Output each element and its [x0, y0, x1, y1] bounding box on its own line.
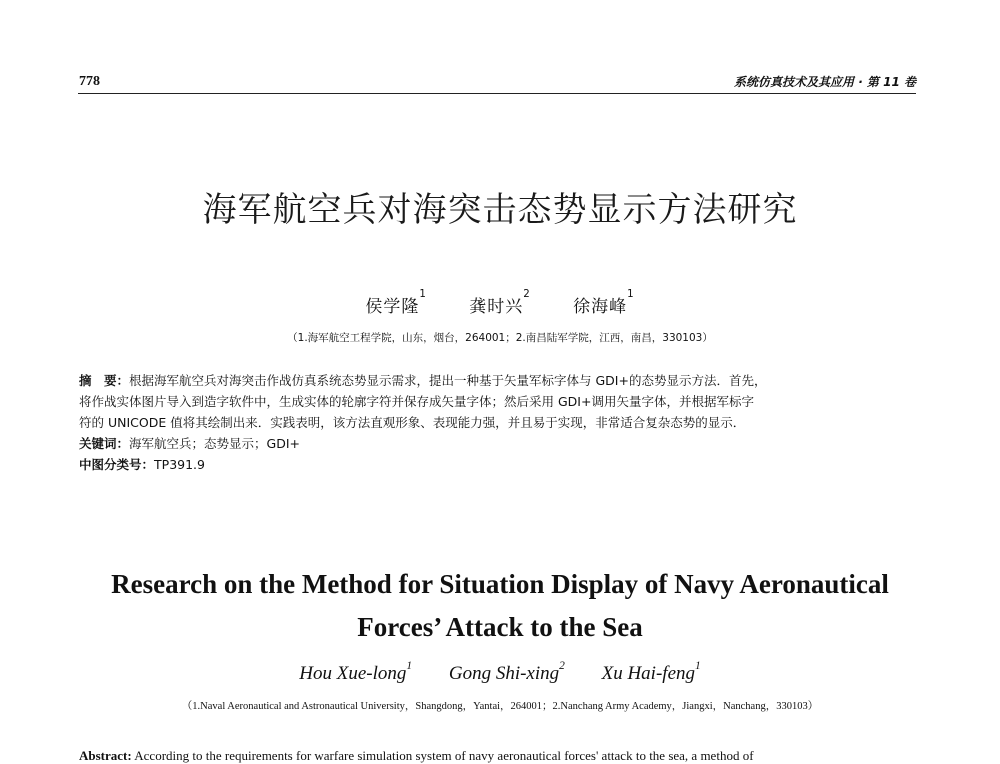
cn-abstract-text: 根据海军航空兵对海突击作战仿真系统态势显示需求，提出一种基于矢量军标字体与 GDI+的态势显示方法．首先，	[129, 373, 767, 388]
en-author-list	[0, 660, 1000, 685]
en-title-line: Forces’ Attack to the Sea	[357, 612, 643, 642]
cn-abstract-label: 摘 要：	[79, 373, 130, 388]
header-rule	[78, 93, 916, 94]
cn-author	[469, 289, 531, 317]
en-paper-title	[0, 563, 1000, 649]
affiliation-mark: 1	[406, 660, 413, 672]
en-affiliation: （1.Naval Aeronautical and Astronautical University，Shangdong，Yantai，264001；2.Nanchang Army Academy，Jiangxi，Nanchang，330103）	[181, 701, 819, 712]
cn-abstract-line: 符的 UNICODE 值将其绘制出来．实践表明，该方法直观形象、表现能力强，并且易于实现，非常适合复杂态势的显示．	[79, 415, 746, 430]
cn-paper-title: 海军航空兵对海突击态势显示方法研究	[202, 190, 798, 230]
cn-abstract-line: 将作战实体图片导入到造字软件中，生成实体的轮廓字符并保存成矢量字体；然后采用 GDI+调用矢量字体，并根据军标字	[79, 394, 754, 409]
en-author-name: Xu Hai-feng	[601, 663, 696, 684]
en-author	[299, 660, 413, 684]
cn-keywords: 海军航空兵；态势显示；GDI+	[129, 436, 300, 451]
en-author	[601, 660, 701, 684]
cn-abstract-line	[79, 370, 917, 391]
en-abstract-text: According to the requirements for warfare simulation system of navy aeronautical forces' attack to the sea, a method of	[134, 748, 754, 763]
page-number: 778	[79, 74, 100, 89]
cn-author-name: 龚时兴	[469, 297, 524, 317]
cn-author	[573, 289, 635, 317]
cn-author	[365, 289, 427, 317]
en-author-name: Hou Xue-long	[299, 663, 407, 684]
cn-keywords-label: 关键词：	[79, 436, 130, 451]
en-abstract-label: Abstract:	[79, 748, 132, 763]
en-title-line: Research on the Method for Situation Display of Navy Aeronautical	[111, 569, 889, 599]
en-abstract-line	[79, 748, 917, 764]
cn-author-name: 侯学隆	[365, 297, 420, 317]
cn-classification: TP391.9	[154, 457, 205, 472]
cn-affiliation: （1.海军航空工程学院，山东，烟台，264001；2.南昌陆军学院，江西，南昌，330103）	[287, 332, 713, 344]
affiliation-mark: 1	[627, 289, 635, 300]
journal-running-head: 系统仿真技术及其应用 · 第 11 卷	[734, 75, 916, 89]
cn-author-name: 徐海峰	[573, 297, 628, 317]
cn-classification-label: 中图分类号：	[79, 457, 155, 472]
affiliation-mark: 2	[559, 660, 565, 672]
en-author	[448, 660, 565, 684]
en-author-name: Gong Shi-xing	[448, 663, 560, 684]
affiliation-mark: 2	[523, 289, 531, 300]
cn-abstract-block	[79, 370, 917, 475]
cn-classification-line	[79, 454, 917, 475]
affiliation-mark: 1	[695, 660, 701, 672]
affiliation-mark: 1	[419, 289, 427, 300]
cn-author-list	[0, 289, 1000, 317]
cn-keywords-line	[79, 433, 917, 454]
